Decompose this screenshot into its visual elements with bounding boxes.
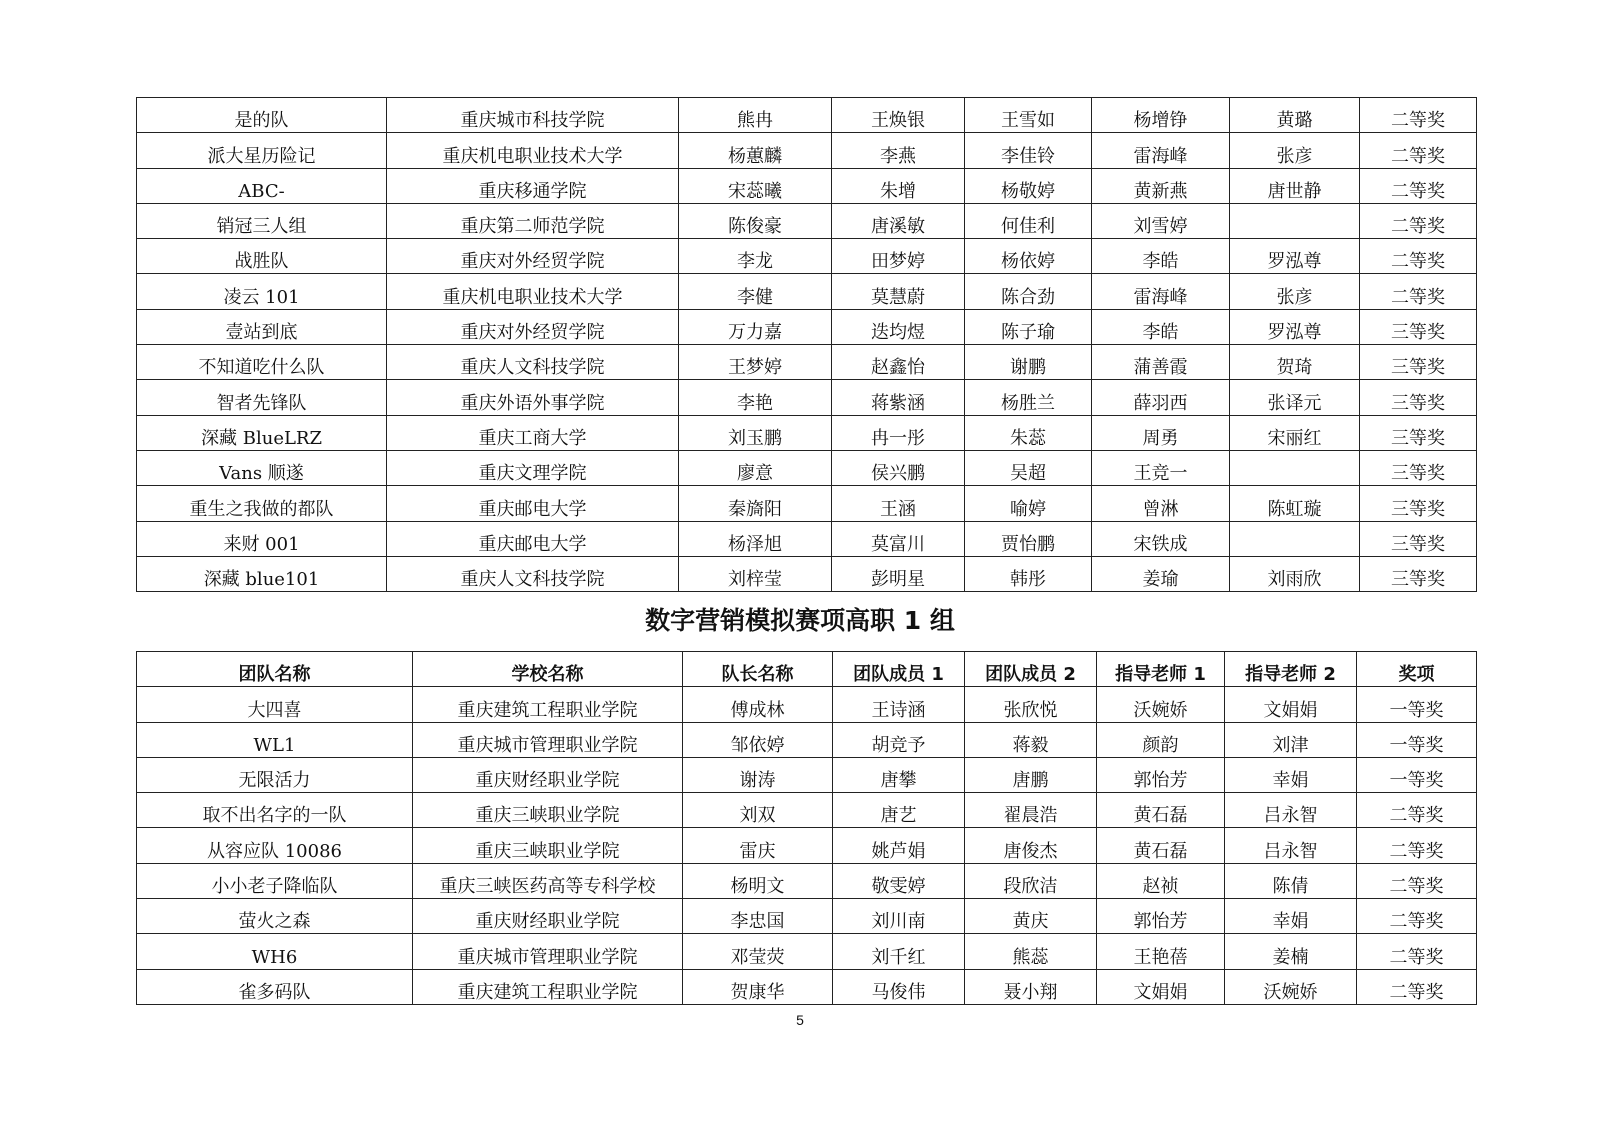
cell-advisor-2: 宋丽红: [1230, 415, 1360, 450]
cell-captain-name: 李龙: [679, 239, 832, 274]
table-row: [137, 239, 1477, 274]
table-row: [137, 133, 1477, 168]
cell-award: 三等奖: [1360, 521, 1477, 556]
header-advisor-1: 指导老师 1: [1097, 652, 1225, 687]
cell-member-2: 杨依婷: [965, 239, 1092, 274]
cell-team-name: 从容应队 10086: [137, 828, 413, 863]
cell-award: 三等奖: [1360, 415, 1477, 450]
cell-advisor-1: 黄新燕: [1092, 168, 1230, 203]
cell-member-1: 田梦婷: [832, 239, 965, 274]
cell-member-2: 黄庆: [965, 899, 1097, 934]
cell-school-name: 重庆机电职业技术大学: [387, 133, 679, 168]
cell-captain-name: 李忠国: [683, 899, 833, 934]
cell-advisor-2: 幸娟: [1225, 899, 1357, 934]
table-row: [137, 757, 1477, 792]
cell-member-2: 喻婷: [965, 486, 1092, 521]
cell-member-2: 翟晨浩: [965, 793, 1097, 828]
cell-member-1: 刘千红: [833, 934, 965, 969]
table-header-row: [137, 652, 1477, 687]
cell-award: 二等奖: [1360, 203, 1477, 238]
cell-award: 一等奖: [1357, 722, 1477, 757]
header-member-1: 团队成员 1: [833, 652, 965, 687]
cell-school-name: 重庆邮电大学: [387, 521, 679, 556]
cell-team-name: 重生之我做的都队: [137, 486, 387, 521]
cell-school-name: 重庆邮电大学: [387, 486, 679, 521]
cell-member-2: 韩彤: [965, 556, 1092, 591]
cell-captain-name: 刘梓莹: [679, 556, 832, 591]
cell-award: 三等奖: [1360, 556, 1477, 591]
cell-award: 三等奖: [1360, 380, 1477, 415]
cell-award: 二等奖: [1357, 934, 1477, 969]
cell-captain-name: 王梦婷: [679, 345, 832, 380]
cell-member-2: 王雪如: [965, 98, 1092, 133]
cell-advisor-2: [1230, 203, 1360, 238]
cell-advisor-2: 吕永智: [1225, 793, 1357, 828]
table-row: [137, 450, 1477, 485]
cell-school-name: 重庆机电职业技术大学: [387, 274, 679, 309]
cell-member-2: 聂小翔: [965, 969, 1097, 1004]
cell-award: 二等奖: [1357, 863, 1477, 898]
cell-school-name: 重庆财经职业学院: [413, 757, 683, 792]
cell-advisor-1: 雷海峰: [1092, 133, 1230, 168]
cell-captain-name: 邓莹荧: [683, 934, 833, 969]
cell-member-2: 段欣洁: [965, 863, 1097, 898]
cell-team-name: ABC-: [137, 168, 387, 203]
cell-captain-name: 廖意: [679, 450, 832, 485]
header-captain-name: 队长名称: [683, 652, 833, 687]
cell-team-name: 派大星历险记: [137, 133, 387, 168]
cell-school-name: 重庆对外经贸学院: [387, 239, 679, 274]
cell-advisor-2: 黄璐: [1230, 98, 1360, 133]
cell-advisor-1: 颜韵: [1097, 722, 1225, 757]
cell-team-name: 战胜队: [137, 239, 387, 274]
cell-advisor-2: 陈虹璇: [1230, 486, 1360, 521]
cell-advisor-1: 李皓: [1092, 309, 1230, 344]
cell-team-name: 智者先锋队: [137, 380, 387, 415]
table-row: [137, 98, 1477, 133]
cell-school-name: 重庆三峡医药高等专科学校: [413, 863, 683, 898]
cell-advisor-2: 张彦: [1230, 274, 1360, 309]
cell-advisor-2: [1230, 450, 1360, 485]
cell-award: 二等奖: [1357, 793, 1477, 828]
cell-member-1: 唐艺: [833, 793, 965, 828]
cell-school-name: 重庆建筑工程职业学院: [413, 687, 683, 722]
cell-advisor-1: 蒲善霞: [1092, 345, 1230, 380]
table-row: [137, 934, 1477, 969]
cell-award: 一等奖: [1357, 757, 1477, 792]
cell-advisor-2: 唐世静: [1230, 168, 1360, 203]
table-row: [137, 309, 1477, 344]
table-row: [137, 687, 1477, 722]
cell-school-name: 重庆第二师范学院: [387, 203, 679, 238]
cell-captain-name: 宋蕊曦: [679, 168, 832, 203]
cell-school-name: 重庆城市科技学院: [387, 98, 679, 133]
cell-school-name: 重庆文理学院: [387, 450, 679, 485]
cell-advisor-1: 雷海峰: [1092, 274, 1230, 309]
table-row: [137, 863, 1477, 898]
cell-award: 二等奖: [1360, 274, 1477, 309]
cell-advisor-1: 郭怡芳: [1097, 757, 1225, 792]
cell-member-1: 敬雯婷: [833, 863, 965, 898]
cell-school-name: 重庆人文科技学院: [387, 556, 679, 591]
cell-advisor-2: 姜楠: [1225, 934, 1357, 969]
cell-school-name: 重庆建筑工程职业学院: [413, 969, 683, 1004]
cell-advisor-2: 罗泓尊: [1230, 239, 1360, 274]
table-row: [137, 168, 1477, 203]
cell-team-name: 凌云 101: [137, 274, 387, 309]
cell-team-name: 深藏 blue101: [137, 556, 387, 591]
cell-member-2: 李佳铃: [965, 133, 1092, 168]
cell-member-1: 胡竞予: [833, 722, 965, 757]
cell-captain-name: 秦旖阳: [679, 486, 832, 521]
header-award: 奖项: [1357, 652, 1477, 687]
cell-member-1: 莫富川: [832, 521, 965, 556]
cell-school-name: 重庆财经职业学院: [413, 899, 683, 934]
cell-captain-name: 杨蕙麟: [679, 133, 832, 168]
cell-school-name: 重庆城市管理职业学院: [413, 722, 683, 757]
cell-school-name: 重庆三峡职业学院: [413, 793, 683, 828]
cell-member-1: 李燕: [832, 133, 965, 168]
table-row: [137, 415, 1477, 450]
cell-advisor-1: 赵祯: [1097, 863, 1225, 898]
cell-advisor-2: 陈倩: [1225, 863, 1357, 898]
award-table-vocational-group-1: [136, 651, 1477, 1005]
cell-member-1: 朱增: [832, 168, 965, 203]
cell-advisor-2: 沃婉娇: [1225, 969, 1357, 1004]
table-row: [137, 722, 1477, 757]
cell-member-1: 侯兴鹏: [832, 450, 965, 485]
cell-advisor-1: 李皓: [1092, 239, 1230, 274]
header-advisor-2: 指导老师 2: [1225, 652, 1357, 687]
table-row: [137, 380, 1477, 415]
table-row: [137, 345, 1477, 380]
cell-member-1: 唐攀: [833, 757, 965, 792]
cell-advisor-1: 王艳蓓: [1097, 934, 1225, 969]
cell-advisor-2: 张彦: [1230, 133, 1360, 168]
table-row: [137, 899, 1477, 934]
cell-member-2: 杨敬婷: [965, 168, 1092, 203]
cell-team-name: 萤火之森: [137, 899, 413, 934]
cell-advisor-1: 刘雪婷: [1092, 203, 1230, 238]
cell-captain-name: 刘玉鹏: [679, 415, 832, 450]
cell-award: 三等奖: [1360, 345, 1477, 380]
cell-advisor-2: 罗泓尊: [1230, 309, 1360, 344]
cell-member-1: 赵鑫怡: [832, 345, 965, 380]
cell-team-name: WH6: [137, 934, 413, 969]
cell-member-1: 彭明星: [832, 556, 965, 591]
cell-advisor-1: 曾淋: [1092, 486, 1230, 521]
cell-team-name: 壹站到底: [137, 309, 387, 344]
cell-award: 三等奖: [1360, 486, 1477, 521]
cell-member-1: 王焕银: [832, 98, 965, 133]
cell-advisor-2: 文娟娟: [1225, 687, 1357, 722]
cell-member-2: 杨胜兰: [965, 380, 1092, 415]
cell-member-1: 迭均煜: [832, 309, 965, 344]
cell-award: 二等奖: [1360, 239, 1477, 274]
cell-member-1: 冉一彤: [832, 415, 965, 450]
cell-advisor-2: 刘津: [1225, 722, 1357, 757]
cell-team-name: 大四喜: [137, 687, 413, 722]
table-row: [137, 969, 1477, 1004]
award-table-continued-body: [137, 98, 1477, 592]
table-row: [137, 521, 1477, 556]
cell-captain-name: 邹依婷: [683, 722, 833, 757]
cell-award: 一等奖: [1357, 687, 1477, 722]
page-number: 5: [796, 1012, 804, 1028]
cell-member-2: 蒋毅: [965, 722, 1097, 757]
cell-member-1: 刘川南: [833, 899, 965, 934]
cell-advisor-1: 文娟娟: [1097, 969, 1225, 1004]
cell-award: 二等奖: [1360, 133, 1477, 168]
cell-member-2: 唐俊杰: [965, 828, 1097, 863]
cell-advisor-2: 刘雨欣: [1230, 556, 1360, 591]
cell-award: 二等奖: [1357, 899, 1477, 934]
table-row: [137, 793, 1477, 828]
cell-member-2: 吴超: [965, 450, 1092, 485]
cell-member-2: 谢鹏: [965, 345, 1092, 380]
cell-captain-name: 傅成林: [683, 687, 833, 722]
cell-advisor-2: [1230, 521, 1360, 556]
cell-advisor-1: 薛羽西: [1092, 380, 1230, 415]
cell-advisor-1: 黄石磊: [1097, 828, 1225, 863]
section-title: 数字营销模拟赛项高职 1 组: [645, 606, 955, 635]
cell-advisor-1: 周勇: [1092, 415, 1230, 450]
cell-advisor-2: 吕永智: [1225, 828, 1357, 863]
header-school-name: 学校名称: [413, 652, 683, 687]
cell-team-name: 不知道吃什么队: [137, 345, 387, 380]
cell-captain-name: 雷庆: [683, 828, 833, 863]
cell-advisor-1: 姜瑜: [1092, 556, 1230, 591]
cell-member-1: 唐溪敏: [832, 203, 965, 238]
award-table-continued: [136, 97, 1477, 592]
cell-team-name: 是的队: [137, 98, 387, 133]
cell-team-name: 深藏 BlueLRZ: [137, 415, 387, 450]
cell-member-2: 熊蕊: [965, 934, 1097, 969]
cell-member-2: 朱蕊: [965, 415, 1092, 450]
cell-advisor-1: 宋铁成: [1092, 521, 1230, 556]
cell-team-name: WL1: [137, 722, 413, 757]
cell-award: 三等奖: [1360, 450, 1477, 485]
cell-member-1: 马俊伟: [833, 969, 965, 1004]
cell-advisor-1: 沃婉娇: [1097, 687, 1225, 722]
cell-advisor-2: 张译元: [1230, 380, 1360, 415]
cell-member-2: 贾怡鹏: [965, 521, 1092, 556]
cell-advisor-1: 黄石磊: [1097, 793, 1225, 828]
table-row: [137, 556, 1477, 591]
cell-school-name: 重庆人文科技学院: [387, 345, 679, 380]
cell-captain-name: 李艳: [679, 380, 832, 415]
cell-school-name: 重庆外语外事学院: [387, 380, 679, 415]
cell-captain-name: 陈俊豪: [679, 203, 832, 238]
cell-captain-name: 谢涛: [683, 757, 833, 792]
table-row: [137, 203, 1477, 238]
cell-member-2: 何佳利: [965, 203, 1092, 238]
table-row: [137, 828, 1477, 863]
header-member-2: 团队成员 2: [965, 652, 1097, 687]
cell-member-1: 姚芦娟: [833, 828, 965, 863]
cell-captain-name: 万力嘉: [679, 309, 832, 344]
header-team-name: 团队名称: [137, 652, 413, 687]
cell-team-name: 无限活力: [137, 757, 413, 792]
cell-team-name: 取不出名字的一队: [137, 793, 413, 828]
cell-member-2: 陈子瑜: [965, 309, 1092, 344]
cell-advisor-2: 幸娟: [1225, 757, 1357, 792]
cell-school-name: 重庆对外经贸学院: [387, 309, 679, 344]
cell-captain-name: 杨明文: [683, 863, 833, 898]
cell-award: 二等奖: [1360, 98, 1477, 133]
cell-team-name: 销冠三人组: [137, 203, 387, 238]
cell-advisor-1: 杨增铮: [1092, 98, 1230, 133]
cell-member-2: 陈合劲: [965, 274, 1092, 309]
cell-captain-name: 刘双: [683, 793, 833, 828]
cell-school-name: 重庆三峡职业学院: [413, 828, 683, 863]
award-table-vocational-group-1-body: [137, 687, 1477, 1005]
cell-team-name: 来财 001: [137, 521, 387, 556]
cell-captain-name: 杨泽旭: [679, 521, 832, 556]
cell-captain-name: 贺康华: [683, 969, 833, 1004]
cell-award: 二等奖: [1360, 168, 1477, 203]
cell-member-1: 王诗涵: [833, 687, 965, 722]
cell-school-name: 重庆工商大学: [387, 415, 679, 450]
cell-award: 二等奖: [1357, 828, 1477, 863]
cell-captain-name: 李健: [679, 274, 832, 309]
cell-advisor-1: 郭怡芳: [1097, 899, 1225, 934]
cell-member-2: 唐鹏: [965, 757, 1097, 792]
cell-school-name: 重庆移通学院: [387, 168, 679, 203]
cell-captain-name: 熊冉: [679, 98, 832, 133]
cell-advisor-2: 贺琦: [1230, 345, 1360, 380]
cell-member-2: 张欣悦: [965, 687, 1097, 722]
cell-award: 三等奖: [1360, 309, 1477, 344]
cell-team-name: 雀多码队: [137, 969, 413, 1004]
cell-member-1: 王涵: [832, 486, 965, 521]
cell-advisor-1: 王竞一: [1092, 450, 1230, 485]
table-row: [137, 274, 1477, 309]
cell-award: 二等奖: [1357, 969, 1477, 1004]
table-row: [137, 486, 1477, 521]
cell-team-name: 小小老子降临队: [137, 863, 413, 898]
cell-member-1: 蒋紫涵: [832, 380, 965, 415]
cell-school-name: 重庆城市管理职业学院: [413, 934, 683, 969]
cell-member-1: 莫慧蔚: [832, 274, 965, 309]
cell-team-name: Vans 顺遂: [137, 450, 387, 485]
